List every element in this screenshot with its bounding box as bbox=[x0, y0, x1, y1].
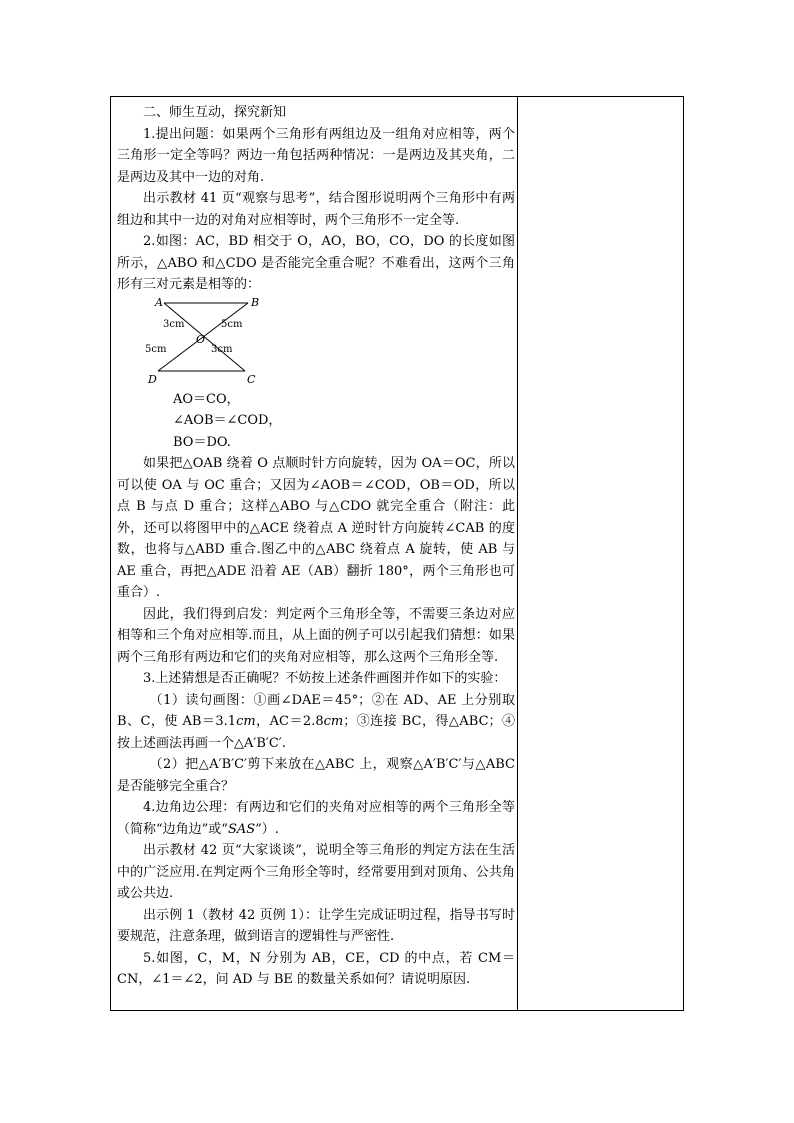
sas-text-a: 4.边角边公理：有两边和它们的夹角对应相等的两个三角形全等（简称“边角边”或“ bbox=[117, 800, 515, 837]
point-a-label: A bbox=[155, 296, 163, 309]
length-do-label: 5cm bbox=[145, 343, 167, 355]
step-1-text-a: （1）读句画图：①画∠DAE＝45°；②在 AD、AE 上分别取 B、C，使 AB＝3.1 bbox=[117, 692, 515, 729]
sas-text-b: ”）. bbox=[255, 821, 279, 837]
sas-abbreviation: SAS bbox=[227, 821, 256, 837]
point-c-label: C bbox=[247, 372, 256, 386]
paragraph-question: 1.提出问题：如果两个三角形有两组边及一组角对应相等，两个三角形一定全等吗？两边一角包括两种情况：一是两边及其夹角，二是两边及其中一边的对角. bbox=[117, 126, 515, 185]
length-co-label: 3cm bbox=[211, 343, 233, 355]
step-1-text-b: ，AC＝2.8 bbox=[255, 714, 324, 729]
paragraph-textbook-41: 出示教材 41 页“观察与思考”，结合图形说明两个三角形中有两组边和其中一边的对角对应相等时，两个三角形不一定全等. bbox=[117, 191, 515, 228]
paragraph-problem-5: 5.如图，C，M，N 分别为 AB，CE，CD 的中点，若 CM＝CN，∠1＝∠2，问 AD 与 BE 的数量关系如何？请说明原因. bbox=[117, 950, 515, 987]
column-divider bbox=[517, 97, 518, 1010]
paragraph-sas-axiom bbox=[117, 797, 515, 840]
lesson-content-cell bbox=[117, 102, 515, 991]
paragraph-experiment-intro: 3.上述猜想是否正确呢？不妨按上述条件画图并作如下的实验： bbox=[143, 671, 507, 686]
unit-cm-1: cm bbox=[236, 714, 256, 729]
section-title: 二、师生互动，探究新知 bbox=[143, 105, 287, 120]
paragraph-experiment-step-2: （2）把△A′B′C′剪下来放在△ABC 上，观察△A′B′C′与△ABC 是否能够完全重合？ bbox=[117, 757, 515, 794]
point-o-label: O bbox=[196, 332, 206, 346]
crossing-triangles-figure bbox=[117, 297, 515, 389]
length-ao-label: 3cm bbox=[163, 318, 185, 330]
figure-svg bbox=[145, 297, 295, 389]
step-1-text-c: ；③连接 BC，得△ABC；④按上述画法再画一个△A′B′C′. bbox=[117, 714, 515, 751]
equation-angles: ∠AOB＝∠COD， bbox=[173, 413, 282, 428]
paragraph-rotation: 如果把△OAB 绕着 O 点顺时针方向旋转，因为 OA＝OC，所以可以使 OA 与 OC 重合；又因为∠AOB＝∠COD，OB＝OD，所以点 B 与点 D 重合；这样△ABO 与△CDO 就完全重合（附注：此外，还可以将图甲中的△ACE 绕着点 A 逆时针方向旋转∠CAB 的度数，也将与△ABD 重合.图乙中的△ABC 绕着点 A 旋转，使 AB 与 AE 重合，再把△ADE 沿着 AE（AB）翻折 180°，两个三角形也可重合）. bbox=[117, 456, 515, 600]
paragraph-experiment-step-1 bbox=[117, 690, 515, 755]
point-d-label: D bbox=[148, 372, 157, 386]
paragraph-example-1: 出示例 1（教材 42 页例 1）：让学生完成证明过程，指导书写时要规范，注意条理，做到语言的逻辑性与严密性. bbox=[117, 907, 515, 944]
length-bo-label: 5cm bbox=[221, 318, 243, 330]
point-b-label: B bbox=[251, 296, 260, 309]
paragraph-conjecture: 因此，我们得到启发：判定两个三角形全等，不需要三条边对应相等和三个角对应相等.而且，从上面的例子可以引起我们猜想：如果两个三角形有两边和它们的夹角对应相等，那么这两个三角形全等. bbox=[117, 606, 515, 665]
paragraph-textbook-42: 出示教材 42 页“大家谈谈”，说明全等三角形的判定方法在生活中的广泛应用.在判定两个三角形全等时，经常要用到对顶角、公共角或公共边. bbox=[117, 843, 515, 901]
equation-ao-co: AO＝CO， bbox=[173, 391, 240, 407]
unit-cm-2: cm bbox=[323, 714, 344, 729]
paragraph-figure-intro: 2.如图：AC，BD 相交于 O，AO，BO，CO，DO 的长度如图所示，△ABO 和△CDO 是否能完全重合呢？不难看出，这两个三角形有三对元素是相等的： bbox=[117, 234, 515, 292]
equation-bo-do: BO＝DO. bbox=[173, 434, 231, 450]
lesson-table bbox=[110, 96, 684, 1011]
